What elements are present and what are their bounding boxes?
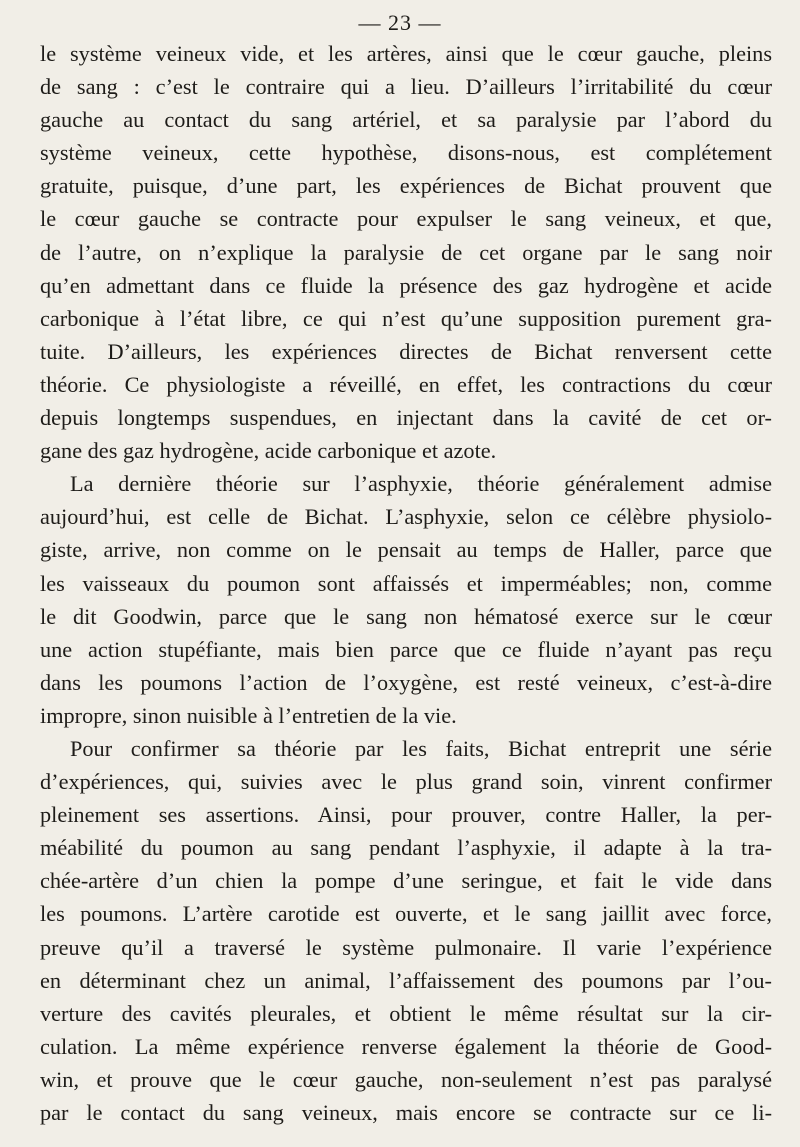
text-line: dans les poumons l’action de l’oxygène, est resté veineux, c’est-à-dire bbox=[40, 669, 772, 695]
text-line: en déterminant chez un animal, l’affaissement des poumons par l’ou- bbox=[40, 967, 772, 993]
text-line: preuve qu’il a traversé le système pulmonaire. Il varie l’expérience bbox=[40, 934, 772, 960]
text-line: de l’autre, on n’explique la paralysie de cet organe par le sang noir bbox=[40, 239, 772, 265]
text-line: méabilité du poumon au sang pendant l’asphyxie, il adapte à la tra- bbox=[40, 835, 772, 861]
text-line: tuite. D’ailleurs, les expériences directes de Bichat renversent cette bbox=[40, 338, 772, 364]
text-line: le cœur gauche se contracte pour expulser le sang veineux, et que, bbox=[40, 206, 772, 232]
text-line: système veineux, cette hypothèse, disons-nous, est complétement bbox=[40, 140, 772, 166]
text-line: aujourd’hui, est celle de Bichat. L’asphyxie, selon ce célèbre physiolo- bbox=[40, 504, 772, 530]
paragraph-end-line: gane des gaz hydrogène, acide carbonique et azote. bbox=[40, 438, 497, 464]
text-line: les poumons. L’artère carotide est ouverte, et le sang jaillit avec force, bbox=[40, 901, 772, 927]
text-line: par le contact du sang veineux, mais encore se contracte sur ce li- bbox=[40, 1100, 772, 1125]
text-line: verture des cavités pleurales, et obtient le même résultat sur la cir- bbox=[40, 1000, 772, 1026]
page-number: — 23 — bbox=[358, 10, 442, 35]
text-line: les vaisseaux du poumon sont affaissés et imperméables; non, comme bbox=[40, 570, 772, 596]
paragraph-start-line: Pour confirmer sa théorie par les faits, Bichat entreprit une série bbox=[70, 735, 772, 761]
text-line: chée-artère d’un chien la pompe d’une seringue, et fait le vide dans bbox=[40, 868, 772, 894]
text-line: giste, arrive, non comme on le pensait au temps de Haller, parce que bbox=[40, 537, 772, 563]
text-line: gratuite, puisque, d’une part, les expériences de Bichat prouvent que bbox=[40, 173, 772, 199]
paragraph-start-line: La dernière théorie sur l’asphyxie, théorie généralement admise bbox=[70, 471, 772, 497]
text-line: une action stupéfiante, mais bien parce que ce fluide n’ayant pas reçu bbox=[40, 636, 772, 662]
text-line: d’expériences, qui, suivies avec le plus grand soin, vinrent confirmer bbox=[40, 769, 772, 795]
text-line: pleinement ses assertions. Ainsi, pour prouver, contre Haller, la per- bbox=[40, 802, 772, 828]
text-line: win, et prouve que le cœur gauche, non-seulement n’est pas paralysé bbox=[40, 1066, 772, 1092]
paragraph-end-line: impropre, sinon nuisible à l’entretien de la vie. bbox=[40, 702, 457, 728]
text-line: de sang : c’est le contraire qui a lieu. D’ailleurs l’irritabilité du cœur bbox=[40, 74, 772, 100]
text-line: qu’en admettant dans ce fluide la présence des gaz hydrogène et acide bbox=[40, 272, 772, 298]
body-text bbox=[40, 37, 772, 1129]
text-line: le système veineux vide, et les artères, ainsi que le cœur gauche, pleins bbox=[40, 41, 772, 66]
text-line: culation. La même expérience renverse également la théorie de Good- bbox=[40, 1033, 772, 1059]
text-line: le dit Goodwin, parce que le sang non hématosé exerce sur le cœur bbox=[40, 603, 772, 629]
text-line: carbonique à l’état libre, ce qui n’est qu’une supposition purement gra- bbox=[40, 305, 772, 331]
text-line: théorie. Ce physiologiste a réveillé, en effet, les contractions du cœur bbox=[40, 371, 772, 397]
text-line: gauche au contact du sang artériel, et sa paralysie par l’abord du bbox=[40, 107, 772, 133]
text-line: depuis longtemps suspendues, en injectant dans la cavité de cet or- bbox=[40, 405, 772, 431]
